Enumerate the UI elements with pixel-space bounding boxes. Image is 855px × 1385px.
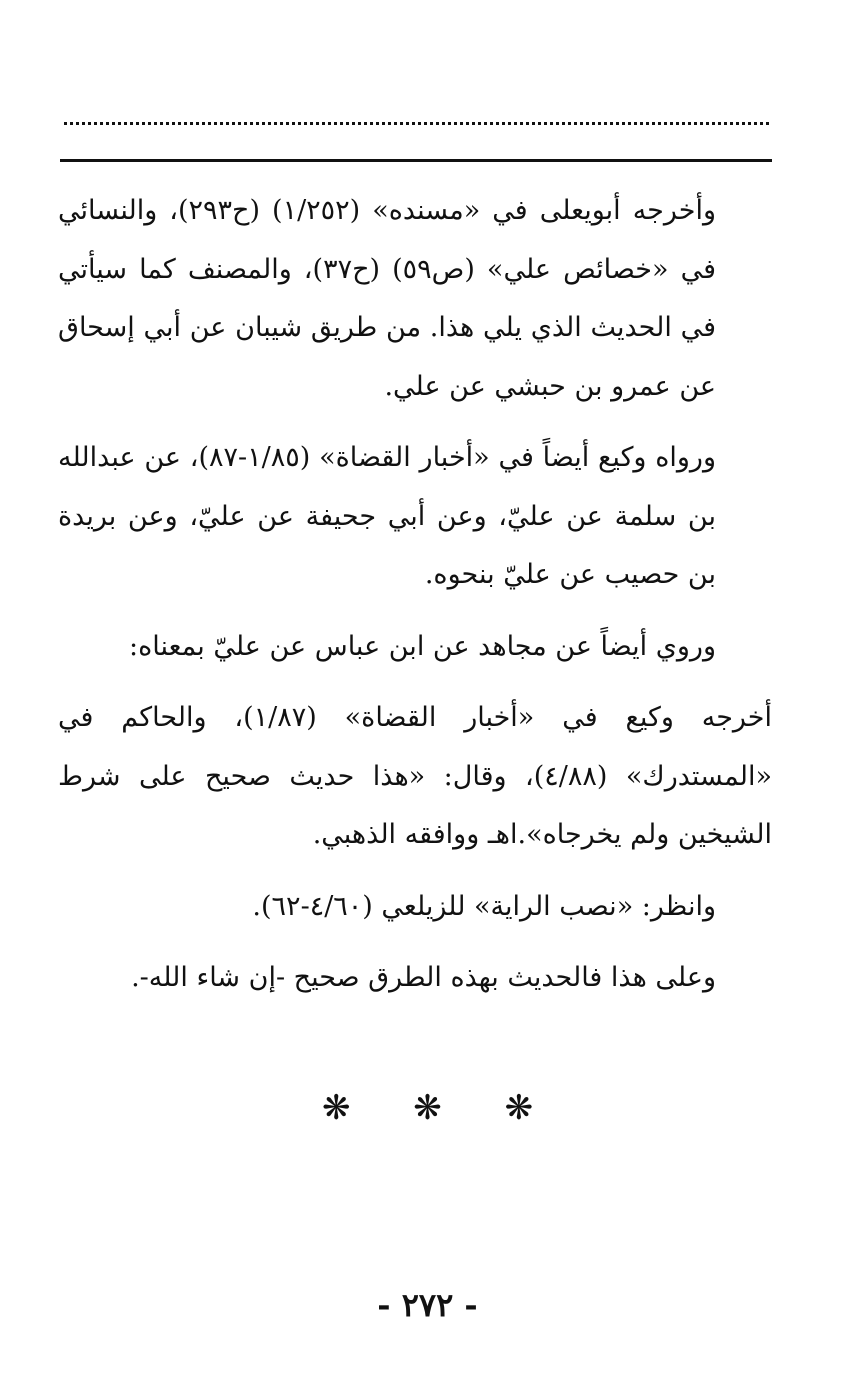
paragraph-2: ورواه وكيع أيضاً في «أخبار القضاة» (١/٨٥-٨٧)، عن عبدالله بن سلمة عن عليّ، وعن أبي جحيفة عن عليّ، وعن بريدة بن حصيب عن عليّ بنحوه. [58,442,716,590]
paragraph-1: وأخرجه أبويعلى في «مسنده» (١/٢٥٢) (ح٢٩٣)، والنسائي في «خصائص علي» (ص٥٩) (ح٣٧)، والمصنف كما سيأتي في الحديث الذي يلي هذا. من طريق شيبان عن أبي إسحاق عن عمرو بن حبشي عن علي. [58,195,716,402]
paragraph-5: وانظر: «نصب الراية» للزيلعي (٤/٦٠-٦٢). [252,890,716,922]
page-number: - ٢٧٢ - [377,1286,478,1324]
section-separator [0,1088,855,1128]
dotted-divider [64,122,769,125]
footnote-body [58,182,772,1008]
paragraph-3: وروي أيضاً عن مجاهد عن ابن عباس عن عليّ بمعناه: [129,630,716,662]
star-icon: ❋ [413,1088,442,1128]
star-icon: ❋ [504,1088,534,1128]
star-icon: ❋ [321,1088,351,1128]
paragraph-4: أخرجه وكيع في «أخبار القضاة» (١/٨٧)، والحاكم في «المستدرك» (٤/٨٨)، وقال: «هذا حديث صحيح على شرط الشيخين ولم يخرجاه».اهـ ووافقه الذهبي. [58,702,772,850]
paragraph-6: وعلى هذا فالحديث بهذه الطرق صحيح -إن شاء الله-. [131,962,716,993]
solid-divider [60,159,772,162]
